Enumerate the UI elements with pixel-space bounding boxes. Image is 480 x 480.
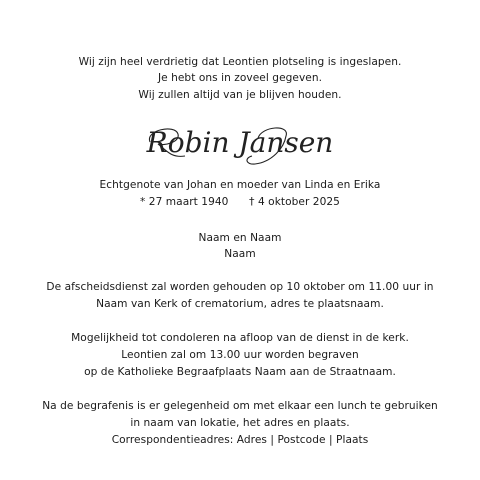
lunch-line-1: Na de begrafenis is er gelegenheid om met elkaar een lunch te gebruiken <box>42 400 438 412</box>
dates-line <box>0 195 480 209</box>
correspondence-line: Correspondentieadres: Adres | Postcode | Plaats <box>111 434 369 446</box>
service-line-2: Naam van Kerk of crematorium, adres te plaatsnaam. <box>96 298 384 310</box>
relation-line: Echtgenote van Johan en moeder van Linda en Erika <box>99 179 381 191</box>
opening-line-1: Wij zijn heel verdrietig dat Leontien plotseling is ingeslapen. <box>78 56 402 68</box>
death-date: 4 oktober 2025 <box>257 196 340 208</box>
service-line-1: De afscheidsdienst zal worden gehouden op 10 oktober om 11.00 uur in <box>46 281 434 293</box>
condolence-line-1: Mogelijkheid tot condoleren na afloop van de dienst in de kerk. <box>71 332 409 344</box>
signature-graphic <box>0 112 480 172</box>
condolence-line-2: Leontien zal om 13.00 uur worden begraven <box>121 349 359 361</box>
signature-text: Robin Jansen <box>146 126 334 159</box>
signatories-line-2: Naam <box>224 248 256 260</box>
birth-date: * 27 maart 1940 <box>140 196 229 208</box>
signatories-line-1: Naam en Naam <box>198 232 282 244</box>
opening-line-3: Wij zullen altijd van je blijven houden. <box>138 89 342 101</box>
condolence-line-3: op de Katholieke Begraafplaats Naam aan de Straatnaam. <box>84 366 396 378</box>
name-signature <box>0 112 480 172</box>
cross-icon: † <box>248 195 255 208</box>
opening-line-2: Je hebt ons in zoveel gegeven. <box>157 72 323 84</box>
lunch-line-2: in naam van lokatie, het adres en plaats. <box>130 417 350 429</box>
